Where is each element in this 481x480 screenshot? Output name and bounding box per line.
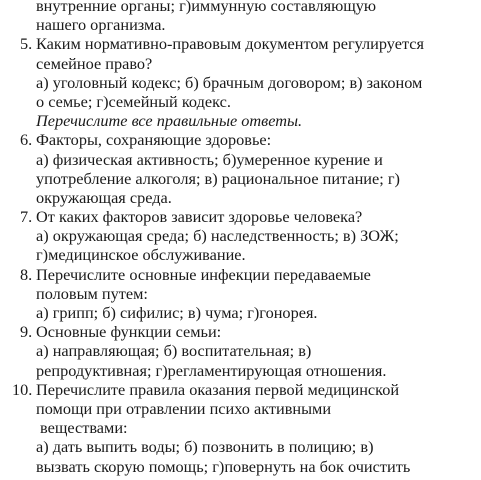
question-number: 5. [20, 34, 33, 54]
answer-options: а) дать выпить воды; б) позвонить в полицию; в) [36, 437, 374, 457]
answer-options: а) уголовный кодекс; б) брачным договором; в) законом [36, 72, 423, 92]
answer-options: г)медицинское обслуживание. [36, 245, 246, 265]
question-9-title [0, 322, 481, 341]
answer-options: о семье; г)семейный кодекс. [36, 91, 231, 111]
question-text: Перечислите основные инфекции передаваемые [36, 264, 371, 284]
question-text: половым путем: [36, 283, 148, 303]
question-text: Основные функции семьи: [36, 322, 222, 342]
question-number: 9. [20, 322, 33, 342]
question-text: Факторы, сохраняющие здоровье: [36, 130, 272, 150]
question-text: От каких факторов зависит здоровье человека? [36, 207, 363, 227]
question-5-title [0, 34, 481, 53]
answer-options: а) окружающая среда; б) наследственность; в) ЗОЖ; [36, 226, 399, 246]
answer-options: окружающая среда. [36, 187, 172, 207]
answer-options: вызвать скорую помощь; г)повернуть на бок очистить [36, 456, 411, 476]
question-7-title [0, 207, 481, 226]
question-6-title [0, 130, 481, 149]
answer-options: репродуктивная; г)регламентирующая отношения. [36, 360, 387, 380]
question-text: Перечислите правила оказания первой медицинской [36, 379, 400, 399]
question-text: помощи при отравлении психо активными [36, 398, 332, 418]
question-number: 7. [20, 207, 33, 227]
question-number: 8. [20, 264, 33, 284]
question-number: 6. [20, 130, 33, 150]
fragment-line: внутренние органы; г)иммунную составляющую [36, 0, 377, 15]
answer-options: а) направляющая; б) воспитательная; в) [36, 341, 312, 361]
question-number: 10. [12, 379, 33, 399]
question-text: веществами: [40, 418, 128, 438]
instruction-text: Перечислите все правильные ответы. [36, 111, 303, 131]
question-10-title [0, 380, 481, 399]
answer-options: а) грипп; б) сифилис; в) чума; г)гонорея. [36, 303, 318, 322]
question-text: семейное право? [36, 53, 153, 73]
fragment-line: нашего организма. [36, 15, 166, 35]
answer-options: употребление алкоголя; в) рациональное питание; г) [36, 168, 400, 188]
question-text: Каким нормативно-правовым документом регулируется [36, 34, 424, 54]
answer-options: а) физическая активность; б)умеренное курение и [36, 149, 383, 169]
question-8-title [0, 265, 481, 284]
